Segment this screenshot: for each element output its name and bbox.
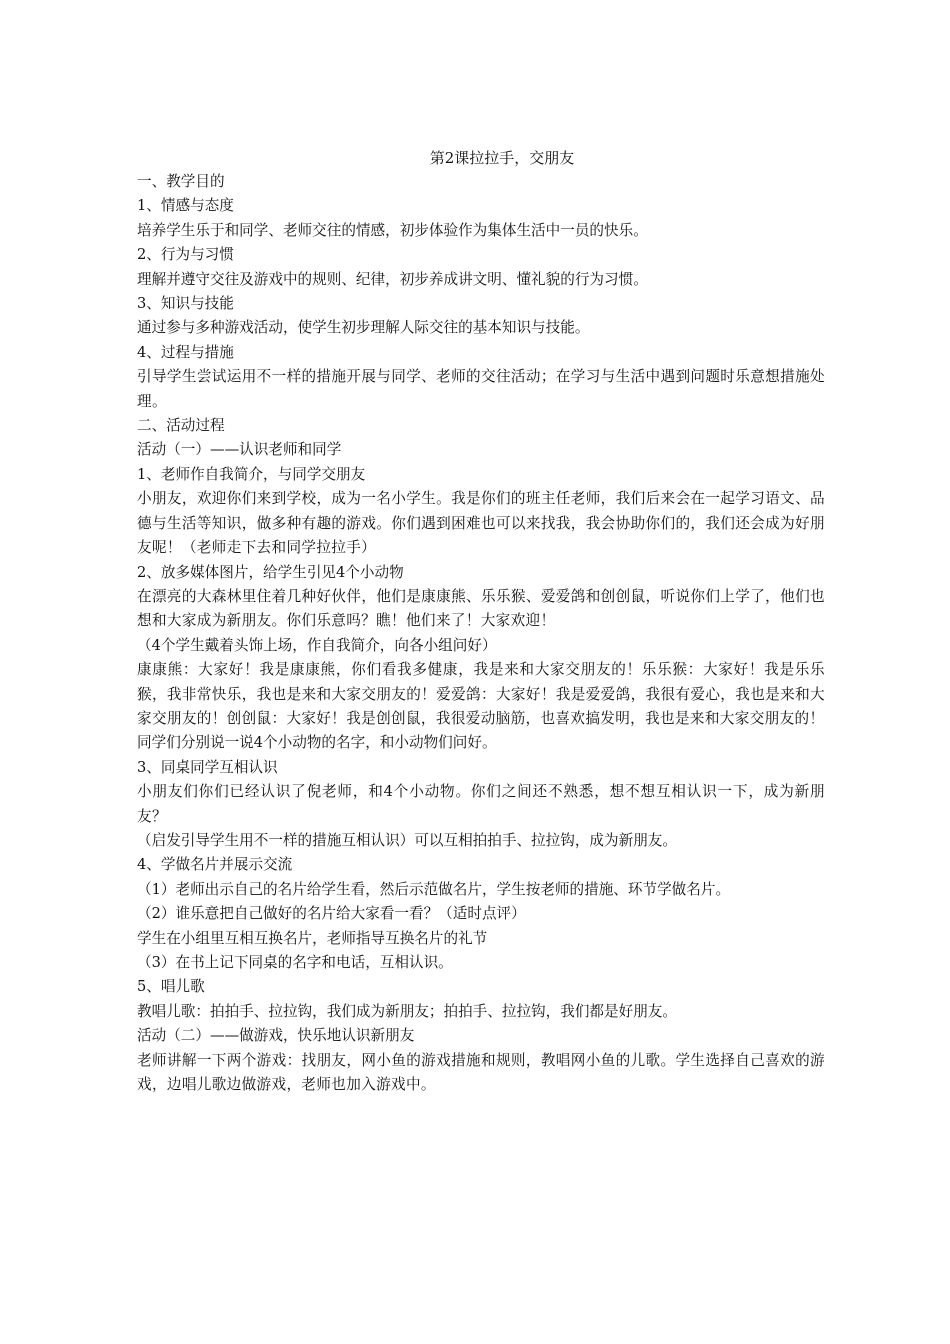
paragraph: 在漂亮的大森林里住着几种好伙伴，他们是康康熊、乐乐猴、爱爱鸽和创创鼠，听说你们上学了，他们也想和大家成为新朋友。你们乐意吗？瞧！他们来了！大家欢迎！ xyxy=(137,587,825,630)
paragraph: 康康熊：大家好！我是康康熊，你们看我多健康，我是来和大家交朋友的！乐乐猴：大家好！我是乐乐猴，我非常快乐，我也是来和大家交朋友的！爱爱鸽：大家好！我是爱爱鸽，我很有爱心，我也是来和大家交朋友的！创创鼠：大家好！我是创创鼠，我很爱动脑筋，也喜欢搞发明，我也是来和大家交朋友的！ xyxy=(137,661,825,727)
text-line: 活动（一）——认识老师和同学 xyxy=(137,441,342,459)
text-line: 学生在小组里互相互换名片，老师指导互换名片的礼节 xyxy=(137,929,488,947)
text-line: 通过参与多种游戏活动，使学生初步理解人际交往的基本知识与技能。 xyxy=(137,319,590,337)
text-line: 同学们分别说一说4个小动物的名字，和小动物们问好。 xyxy=(137,734,497,752)
text-line: 活动（二）——做游戏，快乐地认识新朋友 xyxy=(137,1027,415,1045)
text-line: （2）谁乐意把自己做好的名片给大家看一看？（适时点评） xyxy=(137,905,526,923)
text-line: 2、放多媒体图片，给学生引见4个小动物 xyxy=(137,563,404,581)
paragraph: 小朋友，欢迎你们来到学校，成为一名小学生。我是你们的班主任老师，我们后来会在一起学习语文、品德与生活等知识，做多种有趣的游戏。你们遇到困难也可以来找我，我会协助你们的，我们还会成为好朋友呢！（老师走下去和同学拉拉手） xyxy=(137,490,825,557)
text-line: （1）老师出示自己的名片给学生看，然后示范做名片，学生按老师的措施、环节学做名片。 xyxy=(137,880,731,898)
document-body xyxy=(137,170,825,1097)
text-line: 3、同桌同学互相认识 xyxy=(137,758,278,776)
text-line: 5、唱儿歌 xyxy=(137,978,205,996)
text-line: 教唱儿歌：拍拍手、拉拉钩，我们成为新朋友；拍拍手、拉拉钩，我们都是好朋友。 xyxy=(137,1002,677,1020)
text-line: 4、学做名片并展示交流 xyxy=(137,856,293,874)
text-line: 3、知识与技能 xyxy=(137,295,234,313)
paragraph: 老师讲解一下两个游戏：找朋友，网小鱼的游戏措施和规则，教唱网小鱼的儿歌。学生选择自己喜欢的游戏，边唱儿歌边做游戏，老师也加入游戏中。 xyxy=(137,1051,825,1094)
text-line: （启发引导学生用不一样的措施互相认识）可以互相拍拍手、拉拉钩，成为新朋友。 xyxy=(137,831,677,849)
text-line: （3）在书上记下同桌的名字和电话，互相认识。 xyxy=(137,954,453,971)
text-line: 4、过程与措施 xyxy=(137,343,234,361)
paragraph: 引导学生尝试运用不一样的措施开展与同学、老师的交往活动；在学习与生活中遇到问题时乐意想措施处理。 xyxy=(137,368,825,410)
document-page xyxy=(137,146,825,1097)
text-line: 一、教学目的 xyxy=(137,173,225,190)
text-line: 培养学生乐于和同学、老师交往的情感，初步体验作为集体生活中一员的快乐。 xyxy=(137,221,648,239)
text-line: 二、活动过程 xyxy=(137,417,225,435)
text-line: 1、老师作自我简介，与同学交朋友 xyxy=(137,465,366,483)
text-line: 理解并遵守交往及游戏中的规则、纪律，初步养成讲文明、懂礼貌的行为习惯。 xyxy=(137,270,648,288)
text-line: （4个学生戴着头饰上场，作自我简介，向各小组问好） xyxy=(137,636,497,654)
document-title: 第2课拉拉手，交朋友 xyxy=(429,149,575,167)
text-line: 2、行为与习惯 xyxy=(137,246,234,264)
paragraph: 小朋友们你们已经认识了倪老师，和4个小动物。你们之间还不熟悉，想不想互相认识一下，成为新朋友？ xyxy=(137,783,825,825)
text-line: 1、情感与态度 xyxy=(137,197,234,215)
